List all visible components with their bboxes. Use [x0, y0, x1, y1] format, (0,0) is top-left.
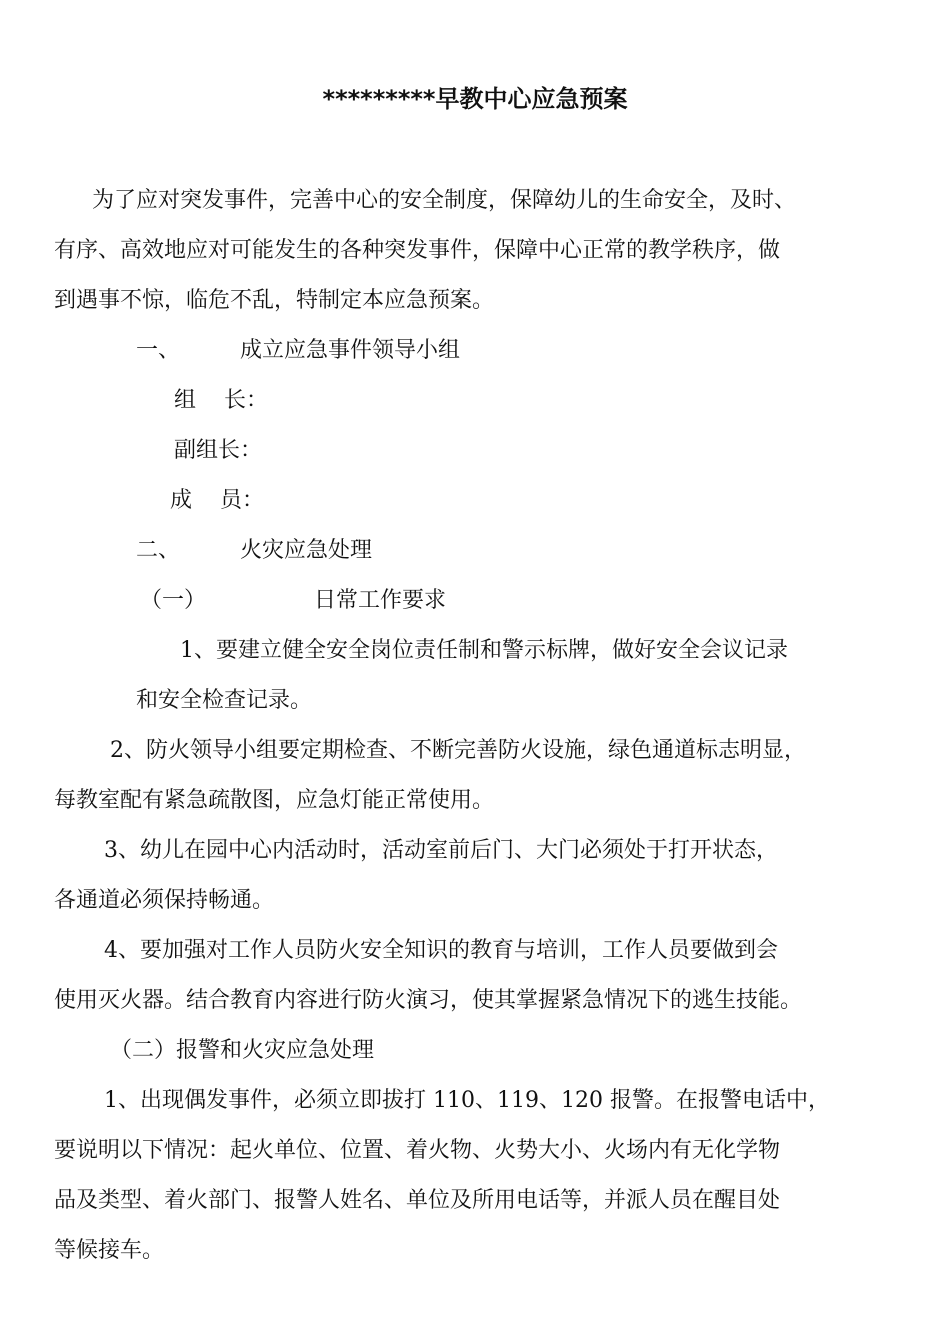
document-title: *********早教中心应急预案 — [322, 85, 628, 113]
item-3-line-2: 各通道必须保持畅通。 — [54, 888, 275, 913]
section-1-number: 一、 — [136, 338, 181, 363]
item-2-line-1: 2、防火领导小组要定期检查、不断完善防火设施，绿色通道标志明显， — [110, 738, 806, 763]
alarm-item-line-3: 品及类型、着火部门、报警人姓名、单位及所用电话等，并派人员在醒目处 — [54, 1188, 781, 1213]
item-2-line-2: 每教室配有紧急疏散图，应急灯能正常使用。 — [54, 788, 495, 813]
members-label: 成 员： — [170, 488, 265, 513]
section-2-heading — [136, 536, 372, 566]
section-1-heading — [136, 336, 460, 366]
intro-line-1: 为了应对突发事件，完善中心的安全制度，保障幼儿的生命安全，及时、 — [92, 188, 797, 213]
alarm-item-line-1: 1、出现偶发事件，必须立即拔打 110、119、120 报警。在报警电话中， — [104, 1088, 830, 1113]
intro-line-3: 到遇事不惊，临危不乱，特制定本应急预案。 — [54, 288, 495, 313]
section-1-title: 成立应急事件领导小组 — [240, 338, 461, 363]
section-2-number: 二、 — [136, 538, 181, 563]
alarm-item-line-2: 要说明以下情况：起火单位、位置、着火物、火势大小、火场内有无化学物 — [54, 1138, 781, 1163]
item-4-line-1: 4、要加强对工作人员防火安全知识的教育与培训，工作人员要做到会 — [104, 938, 778, 963]
item-4-line-2: 使用灭火器。结合教育内容进行防火演习，使其掌握紧急情况下的逃生技能。 — [54, 988, 803, 1013]
leader-label: 组 长： — [174, 388, 269, 413]
subsection-1-heading — [140, 586, 446, 616]
item-1-line-2: 和安全检查记录。 — [136, 688, 313, 713]
subsection-1-title: 日常工作要求 — [314, 588, 447, 613]
item-3-line-1: 3、幼儿在园中心内活动时，活动室前后门、大门必须处于打开状态， — [104, 838, 778, 863]
deputy-leader-label: 副组长： — [174, 438, 263, 463]
intro-line-2: 有序、高效地应对可能发生的各种突发事件，保障中心正常的教学秩序，做 — [54, 238, 781, 263]
item-1-line-1: 1、要建立健全安全岗位责任制和警示标牌，做好安全会议记录 — [180, 638, 788, 663]
subsection-1-number: （一） — [140, 588, 207, 613]
section-2-title: 火灾应急处理 — [240, 538, 373, 563]
subsection-2-heading: （二）报警和火灾应急处理 — [110, 1038, 375, 1063]
alarm-item-line-4: 等候接车。 — [54, 1238, 165, 1263]
